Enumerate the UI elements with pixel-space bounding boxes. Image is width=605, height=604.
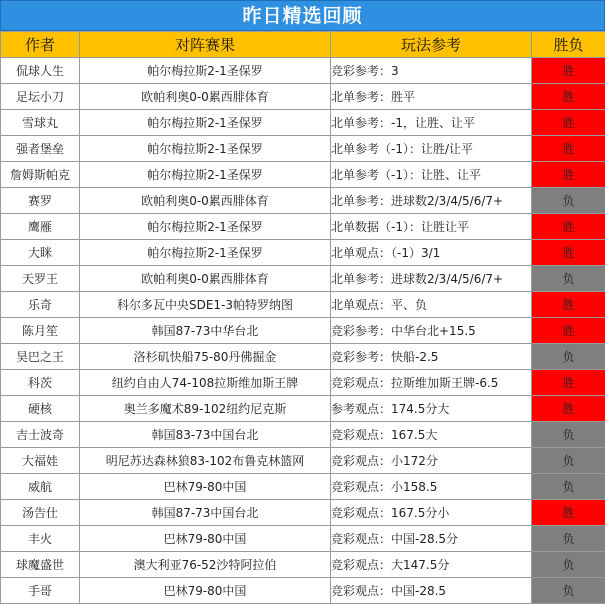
- table-row: [1, 188, 605, 214]
- play-cell: 北单观点：平、负: [331, 292, 532, 318]
- table-row: [1, 422, 605, 448]
- author-cell: 天罗王: [1, 266, 80, 292]
- author-cell: 威航: [1, 474, 80, 500]
- match-cell: 帕尔梅拉斯2-1圣保罗: [80, 162, 331, 188]
- header-row: [1, 32, 605, 58]
- match-cell: 韩国83-73中国台北: [80, 422, 331, 448]
- match-cell: 帕尔梅拉斯2-1圣保罗: [80, 214, 331, 240]
- play-cell: 北单参考：胜平: [331, 84, 532, 110]
- result-badge: 胜: [532, 110, 605, 136]
- table-row: [1, 292, 605, 318]
- author-cell: 吉士波奇: [1, 422, 80, 448]
- header-match: 对阵赛果: [80, 32, 331, 58]
- author-cell: 雪球丸: [1, 110, 80, 136]
- play-cell: 北单参考：进球数2/3/4/5/6/7+: [331, 188, 532, 214]
- table-row: [1, 84, 605, 110]
- result-badge: 胜: [532, 136, 605, 162]
- match-cell: 巴林79-80中国: [80, 578, 331, 604]
- table-row: [1, 578, 605, 604]
- author-cell: 硬核: [1, 396, 80, 422]
- play-cell: 北单参考：进球数2/3/4/5/6/7+: [331, 266, 532, 292]
- match-cell: 奥兰多魔术89-102纽约尼克斯: [80, 396, 331, 422]
- table-row: [1, 162, 605, 188]
- author-cell: 强者堡垒: [1, 136, 80, 162]
- play-cell: 竞彩观点：167.5分小: [331, 500, 532, 526]
- table-row: [1, 500, 605, 526]
- author-cell: 鹰雁: [1, 214, 80, 240]
- match-cell: 韩国87-73中华台北: [80, 318, 331, 344]
- play-cell: 竞彩观点：小158.5: [331, 474, 532, 500]
- match-cell: 帕尔梅拉斯2-1圣保罗: [80, 240, 331, 266]
- result-badge: 胜: [532, 292, 605, 318]
- result-badge: 负: [532, 526, 605, 552]
- author-cell: 侃球人生: [1, 58, 80, 84]
- result-badge: 胜: [532, 396, 605, 422]
- match-cell: 洛杉矶快船75-80丹佛掘金: [80, 344, 331, 370]
- table-row: [1, 136, 605, 162]
- play-cell: 竞彩观点：中国-28.5: [331, 578, 532, 604]
- result-badge: 负: [532, 448, 605, 474]
- board-title: 昨日精选回顾: [0, 0, 605, 31]
- author-cell: 赛罗: [1, 188, 80, 214]
- table-row: [1, 474, 605, 500]
- match-cell: 欧帕利奥0-0累西腓体育: [80, 188, 331, 214]
- result-badge: 负: [532, 344, 605, 370]
- table-row: [1, 240, 605, 266]
- match-cell: 帕尔梅拉斯2-1圣保罗: [80, 136, 331, 162]
- play-cell: 北单参考（-1）：让胜/让平: [331, 136, 532, 162]
- result-badge: 胜: [532, 500, 605, 526]
- results-table: [0, 31, 605, 604]
- play-cell: 竞彩参考：快船-2.5: [331, 344, 532, 370]
- play-cell: 竞彩参考：中华台北+15.5: [331, 318, 532, 344]
- match-cell: 帕尔梅拉斯2-1圣保罗: [80, 110, 331, 136]
- match-cell: 巴林79-80中国: [80, 526, 331, 552]
- author-cell: 足坛小刀: [1, 84, 80, 110]
- result-badge: 负: [532, 474, 605, 500]
- table-row: [1, 110, 605, 136]
- author-cell: 大福娃: [1, 448, 80, 474]
- author-cell: 球魔盛世: [1, 552, 80, 578]
- play-cell: 竞彩观点：大147.5分: [331, 552, 532, 578]
- play-cell: 竞彩观点：小172分: [331, 448, 532, 474]
- play-cell: 北单参考：-1，让胜、让平: [331, 110, 532, 136]
- author-cell: 乐奇: [1, 292, 80, 318]
- result-badge: 胜: [532, 58, 605, 84]
- header-play: 玩法参考: [331, 32, 532, 58]
- table-row: [1, 266, 605, 292]
- author-cell: 汤告仕: [1, 500, 80, 526]
- results-body: [1, 58, 605, 604]
- result-badge: 胜: [532, 214, 605, 240]
- author-cell: 昊巴之王: [1, 344, 80, 370]
- play-cell: 竞彩观点：拉斯维加斯王牌-6.5: [331, 370, 532, 396]
- author-cell: 陈月笙: [1, 318, 80, 344]
- play-cell: 参考观点：174.5分大: [331, 396, 532, 422]
- table-row: [1, 214, 605, 240]
- match-cell: 科尔多瓦中央SDE1-3帕特罗纳图: [80, 292, 331, 318]
- result-badge: 负: [532, 422, 605, 448]
- result-badge: 负: [532, 266, 605, 292]
- table-row: [1, 344, 605, 370]
- match-cell: 纽约自由人74-108拉斯维加斯王牌: [80, 370, 331, 396]
- table-row: [1, 448, 605, 474]
- table-row: [1, 370, 605, 396]
- match-cell: 明尼苏达森林狼83-102布鲁克林篮网: [80, 448, 331, 474]
- play-cell: 北单数据（-1）：让胜让平: [331, 214, 532, 240]
- play-cell: 北单参考（-1）：让胜、让平: [331, 162, 532, 188]
- header-author: 作者: [1, 32, 80, 58]
- table-row: [1, 552, 605, 578]
- match-cell: 澳大利亚76-52沙特阿拉伯: [80, 552, 331, 578]
- table-row: [1, 396, 605, 422]
- play-cell: 竞彩观点：167.5大: [331, 422, 532, 448]
- result-badge: 负: [532, 188, 605, 214]
- author-cell: 科茨: [1, 370, 80, 396]
- match-cell: 帕尔梅拉斯2-1圣保罗: [80, 58, 331, 84]
- result-badge: 负: [532, 578, 605, 604]
- match-cell: 韩国87-73中国台北: [80, 500, 331, 526]
- table-row: [1, 318, 605, 344]
- result-badge: 胜: [532, 370, 605, 396]
- match-cell: 巴林79-80中国: [80, 474, 331, 500]
- result-badge: 胜: [532, 318, 605, 344]
- table-row: [1, 526, 605, 552]
- author-cell: 大眯: [1, 240, 80, 266]
- table-row: [1, 58, 605, 84]
- author-cell: 手哥: [1, 578, 80, 604]
- author-cell: 詹姆斯帕克: [1, 162, 80, 188]
- play-cell: 竞彩参考：3: [331, 58, 532, 84]
- play-cell: 北单观点：（-1）3/1: [331, 240, 532, 266]
- result-badge: 胜: [532, 240, 605, 266]
- play-cell: 竞彩观点：中国-28.5分: [331, 526, 532, 552]
- match-cell: 欧帕利奥0-0累西腓体育: [80, 266, 331, 292]
- match-cell: 欧帕利奥0-0累西腓体育: [80, 84, 331, 110]
- result-badge: 胜: [532, 84, 605, 110]
- author-cell: 丰火: [1, 526, 80, 552]
- result-badge: 胜: [532, 162, 605, 188]
- header-result: 胜负: [532, 32, 605, 58]
- result-badge: 负: [532, 552, 605, 578]
